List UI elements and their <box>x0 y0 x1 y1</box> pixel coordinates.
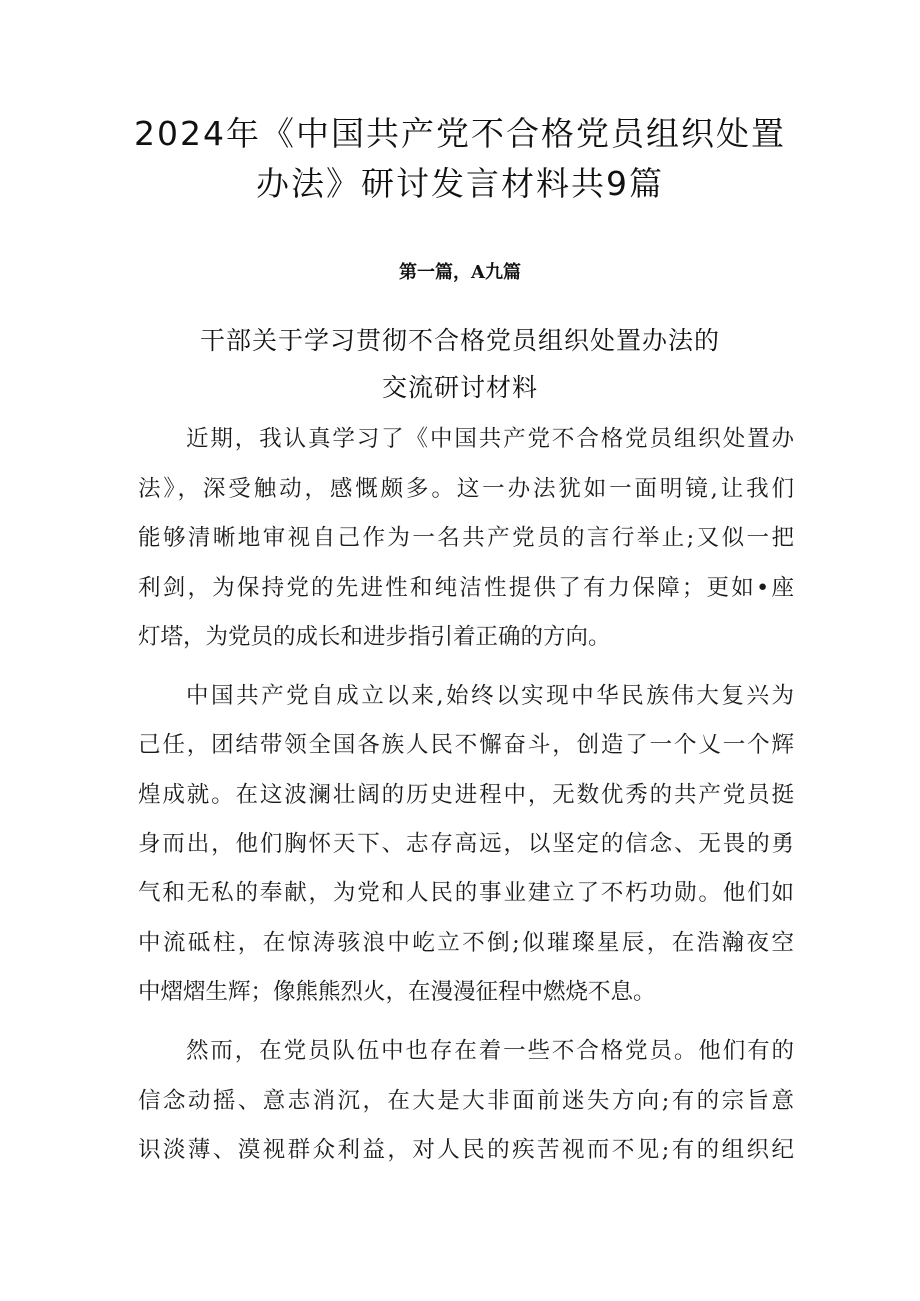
paragraph-line: 气和无私的奉献，为党和人民的事业建立了不朽功勋。他们如 <box>138 880 794 906</box>
paragraph-line: 近期，我认真学习了《中国共产党不合格党员组织处置办 <box>186 426 794 452</box>
article-title-line-1: 干部关于学习贯彻不合格党员组织处置办法的 <box>199 326 720 355</box>
paragraph-line: 煌成就。在这波澜壮阔的历史进程中，无数优秀的共产党员挺 <box>138 782 794 808</box>
article-title-line-2: 交流研讨材料 <box>381 373 538 402</box>
paragraph-line: 信念动摇、意志消沉，在大是大非面前迷失方向;有的宗旨意 <box>138 1088 794 1114</box>
paragraph-line: 中国共产党自成立以来,始终以实现中华民族伟大复兴为 <box>186 683 794 709</box>
document-title-line-2: 办法》研讨发言材料共9篇 <box>256 164 664 203</box>
paragraph-line: 中熠熠生辉；像熊熊烈火，在漫漫征程中燃烧不息。 <box>138 979 656 1005</box>
paragraph-line: 然而，在党员队伍中也存在着一些不合格党员。他们有的 <box>186 1038 794 1064</box>
paragraph-line: 灯塔，为党员的成长和进步指引着正确的方向。 <box>138 624 611 650</box>
paragraph-line: 利剑，为保持党的先进性和纯洁性提供了有力保障；更如•座 <box>138 575 794 601</box>
paragraph-line: 识淡薄、漠视群众利益，对人民的疾苦视而不见;有的组织纪 <box>138 1137 794 1163</box>
paragraph-line: 能够清晰地审视自己作为一名共产党员的言行举止;又似一把 <box>138 525 794 551</box>
paragraph-line: 中流砥柱，在惊涛骇浪中屹立不倒;似璀璨星辰，在浩瀚夜空 <box>138 930 794 956</box>
section-label: 第一篇，A九篇 <box>399 262 521 283</box>
paragraph-line: 法》，深受触动，感慨颇多。这一办法犹如一面明镜,让我们 <box>138 476 794 502</box>
paragraph-line: 己任，团结带领全国各族人民不懈奋斗，创造了一个乂一个辉 <box>138 732 794 758</box>
paragraph-line: 身而出，他们胸怀天下、志存高远，以坚定的信念、无畏的勇 <box>138 831 794 857</box>
document-title-line-1: 2024年《中国共产党不合格党员组织处置 <box>134 114 786 153</box>
